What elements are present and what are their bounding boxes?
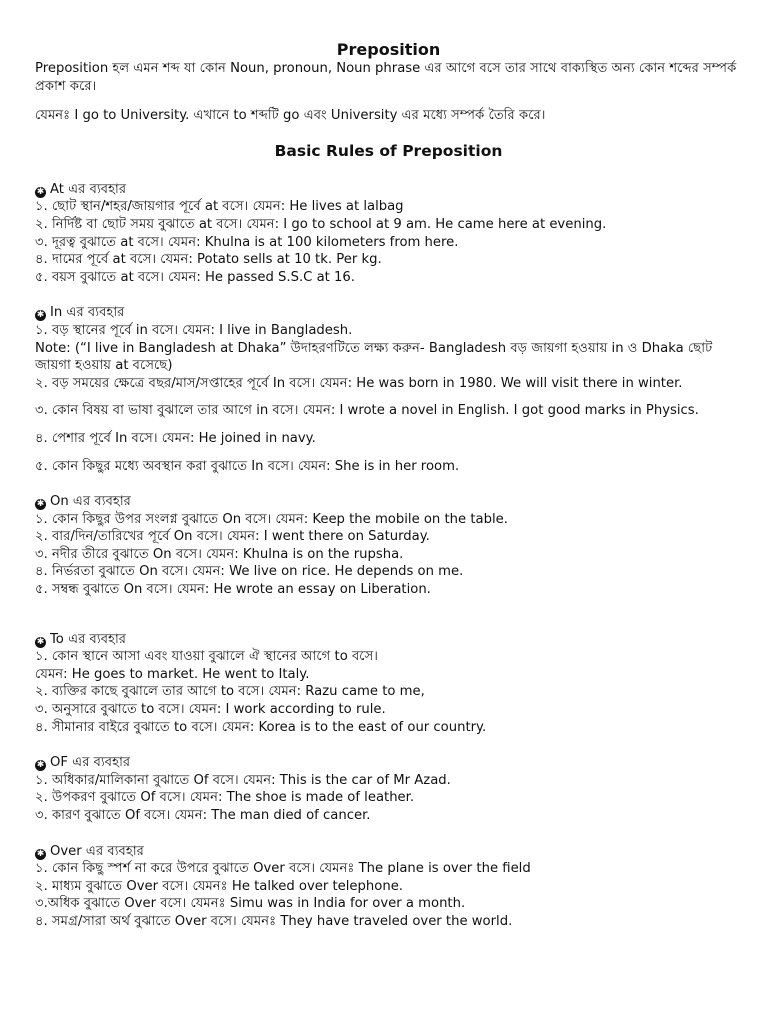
rule-line: ১. কোন স্থানে আসা এবং যাওয়া বুঝালে ঐ স্থানের আগে to বসে। <box>35 649 379 665</box>
rule-line: ২. মাধ্যম বুঝাতে Over বসে। যেমনঃ He talked over telephone. <box>35 878 404 894</box>
page-title: Preposition <box>336 40 441 59</box>
rule-line: ১. কোন কিছুর উপর সংলগ্ন বুঝাতে On বসে। যেমন: Keep the mobile on the table. <box>35 511 508 527</box>
star-bullet-icon: ✱ <box>36 186 45 197</box>
rule-line: ৩. অনুসারে বুঝাতে to বসে। যেমন: I work according to rule. <box>35 702 386 718</box>
star-bullet-icon: ✱ <box>36 636 45 647</box>
rule-line: ১. ছোট স্থান/শহর/জায়গার পূর্বে at বসে। যেমন: He lives at lalbag <box>35 199 404 215</box>
rule-line: ৪. সমগ্র/সারা অর্থ বুঝাতে Over বসে। যেমনঃ They have traveled over the world. <box>35 913 513 929</box>
section-over <box>35 843 742 931</box>
rule-line: ৫. সম্বন্ধ বুঝাতে On বসে। যেমন: He wrote an essay on Liberation. <box>35 582 431 598</box>
rule-line: ১. কোন কিছু স্পর্শ না করে উপরে বুঝাতে Over বসে। যেমনঃ The plane is over the field <box>35 861 531 877</box>
intro-paragraph: Preposition হল এমন শব্দ যা কোন Noun, pronoun, Noun phrase এর আগে বসে তার সাথে বাক্যস্থিত অন্য কোন শব্দের সম্পর্ক প্রকাশ করে। <box>35 61 737 94</box>
star-bullet-icon: ✱ <box>36 310 45 321</box>
section-heading: ✱ At এর ব্যবহার <box>36 181 127 197</box>
note-line: Note: (“I live in Bangladesh at Dhaka” উদাহরণটিতে লক্ষ্য করুন- Bangladesh বড় জায়গা হওয়ায় in ও Dhaka ছোট জায়গা হওয়ায় at বসেছে) <box>35 340 713 374</box>
star-bullet-icon: ✱ <box>36 499 45 510</box>
rule-line: ২. উপকরণ বুঝাতে Of বসে। যেমন: The shoe is made of leather. <box>35 790 415 806</box>
rule-line: ৩. দূরত্ব বুঝাতে at বসে। যেমন: Khulna is at 100 kilometers from here. <box>35 234 459 250</box>
rule-line: ৩. কোন বিষয় বা ভাষা বুঝালে তার আগে in বসে। যেমন: I wrote a novel in English. I got good marks in Physics. <box>35 403 699 419</box>
section-at <box>35 181 742 287</box>
rule-line: ৩.অধিক বুঝাতে Over বসে। যেমনঃ Simu was in India for over a month. <box>35 896 466 912</box>
rule-line: ১. বড় স্থানের পূর্বে in বসে। যেমন: I live in Bangladesh. <box>35 322 353 338</box>
section-heading: ✱ Over এর ব্যবহার <box>36 843 144 859</box>
section-to <box>35 631 742 737</box>
rule-line: ১. অধিকার/মালিকানা বুঝাতে Of বসে। যেমন: This is the car of Mr Azad. <box>35 772 451 788</box>
rule-line: ৪. পেশার পূর্বে In বসে। যেমন: He joined in navy. <box>35 430 316 446</box>
rule-line: ২. ব্যক্তির কাছে বুঝালে তার আগে to বসে। যেমন: Razu came to me, <box>35 684 425 700</box>
intro-example: যেমনঃ I go to University. এখানে to শব্দটি go এবং University এর মধ্যে সম্পর্ক তৈরি করে। <box>35 108 546 124</box>
rule-line: যেমন: He goes to market. He went to Italy. <box>35 666 310 682</box>
star-bullet-icon: ✱ <box>36 848 45 859</box>
rule-line: ২. বার/দিন/তারিখের পূর্বে On বসে। যেমন: I went there on Saturday. <box>35 529 430 545</box>
rule-line: ৩. কারণ বুঝাতে Of বসে। যেমন: The man died of cancer. <box>35 808 371 823</box>
rule-line: ৪. নির্ভরতা বুঝাতে On বসে। যেমন: We live on rice. He depends on me. <box>35 564 464 580</box>
star-bullet-icon: ✱ <box>36 760 45 771</box>
rule-line: ৫. বয়স বুঝাতে at বসে। যেমন: He passed S.S.C at 16. <box>35 269 355 285</box>
rules-subtitle: Basic Rules of Preposition <box>274 141 503 160</box>
rule-line: ৫. কোন কিছুর মধ্যে অবস্থান করা বুঝাতে In বসে। যেমন: She is in her room. <box>35 458 460 474</box>
rule-line: ৪. সীমানার বাইরে বুঝাতে to বসে। যেমন: Korea is to the east of our country. <box>35 719 487 735</box>
rule-line: ২. বড় সময়ের ক্ষেত্রে বছর/মাস/সপ্তাহের পূর্বে In বসে। যেমন: He was born in 1980. We will visit there in winter. <box>35 375 683 391</box>
rule-line: ৩. নদীর তীরে বুঝাতে On বসে। যেমন: Khulna is on the rupsha. <box>35 546 404 562</box>
rule-line: ৪. দামের পূর্বে at বসে। যেমন: Potato sells at 10 tk. Per kg. <box>35 252 382 268</box>
section-on <box>35 493 742 599</box>
rule-line: ২. নির্দিষ্ট বা ছোট সময় বুঝাতে at বসে। যেমন: I go to school at 9 am. He came here at evening. <box>35 216 607 232</box>
section-of <box>35 754 742 824</box>
section-heading: ✱ OF এর ব্যবহার <box>36 755 131 771</box>
section-in <box>35 304 742 475</box>
section-heading: ✱ In এর ব্যবহার <box>36 305 125 321</box>
section-heading: ✱ To এর ব্যবহার <box>36 631 127 647</box>
section-heading: ✱ On এর ব্যবহার <box>36 494 131 510</box>
